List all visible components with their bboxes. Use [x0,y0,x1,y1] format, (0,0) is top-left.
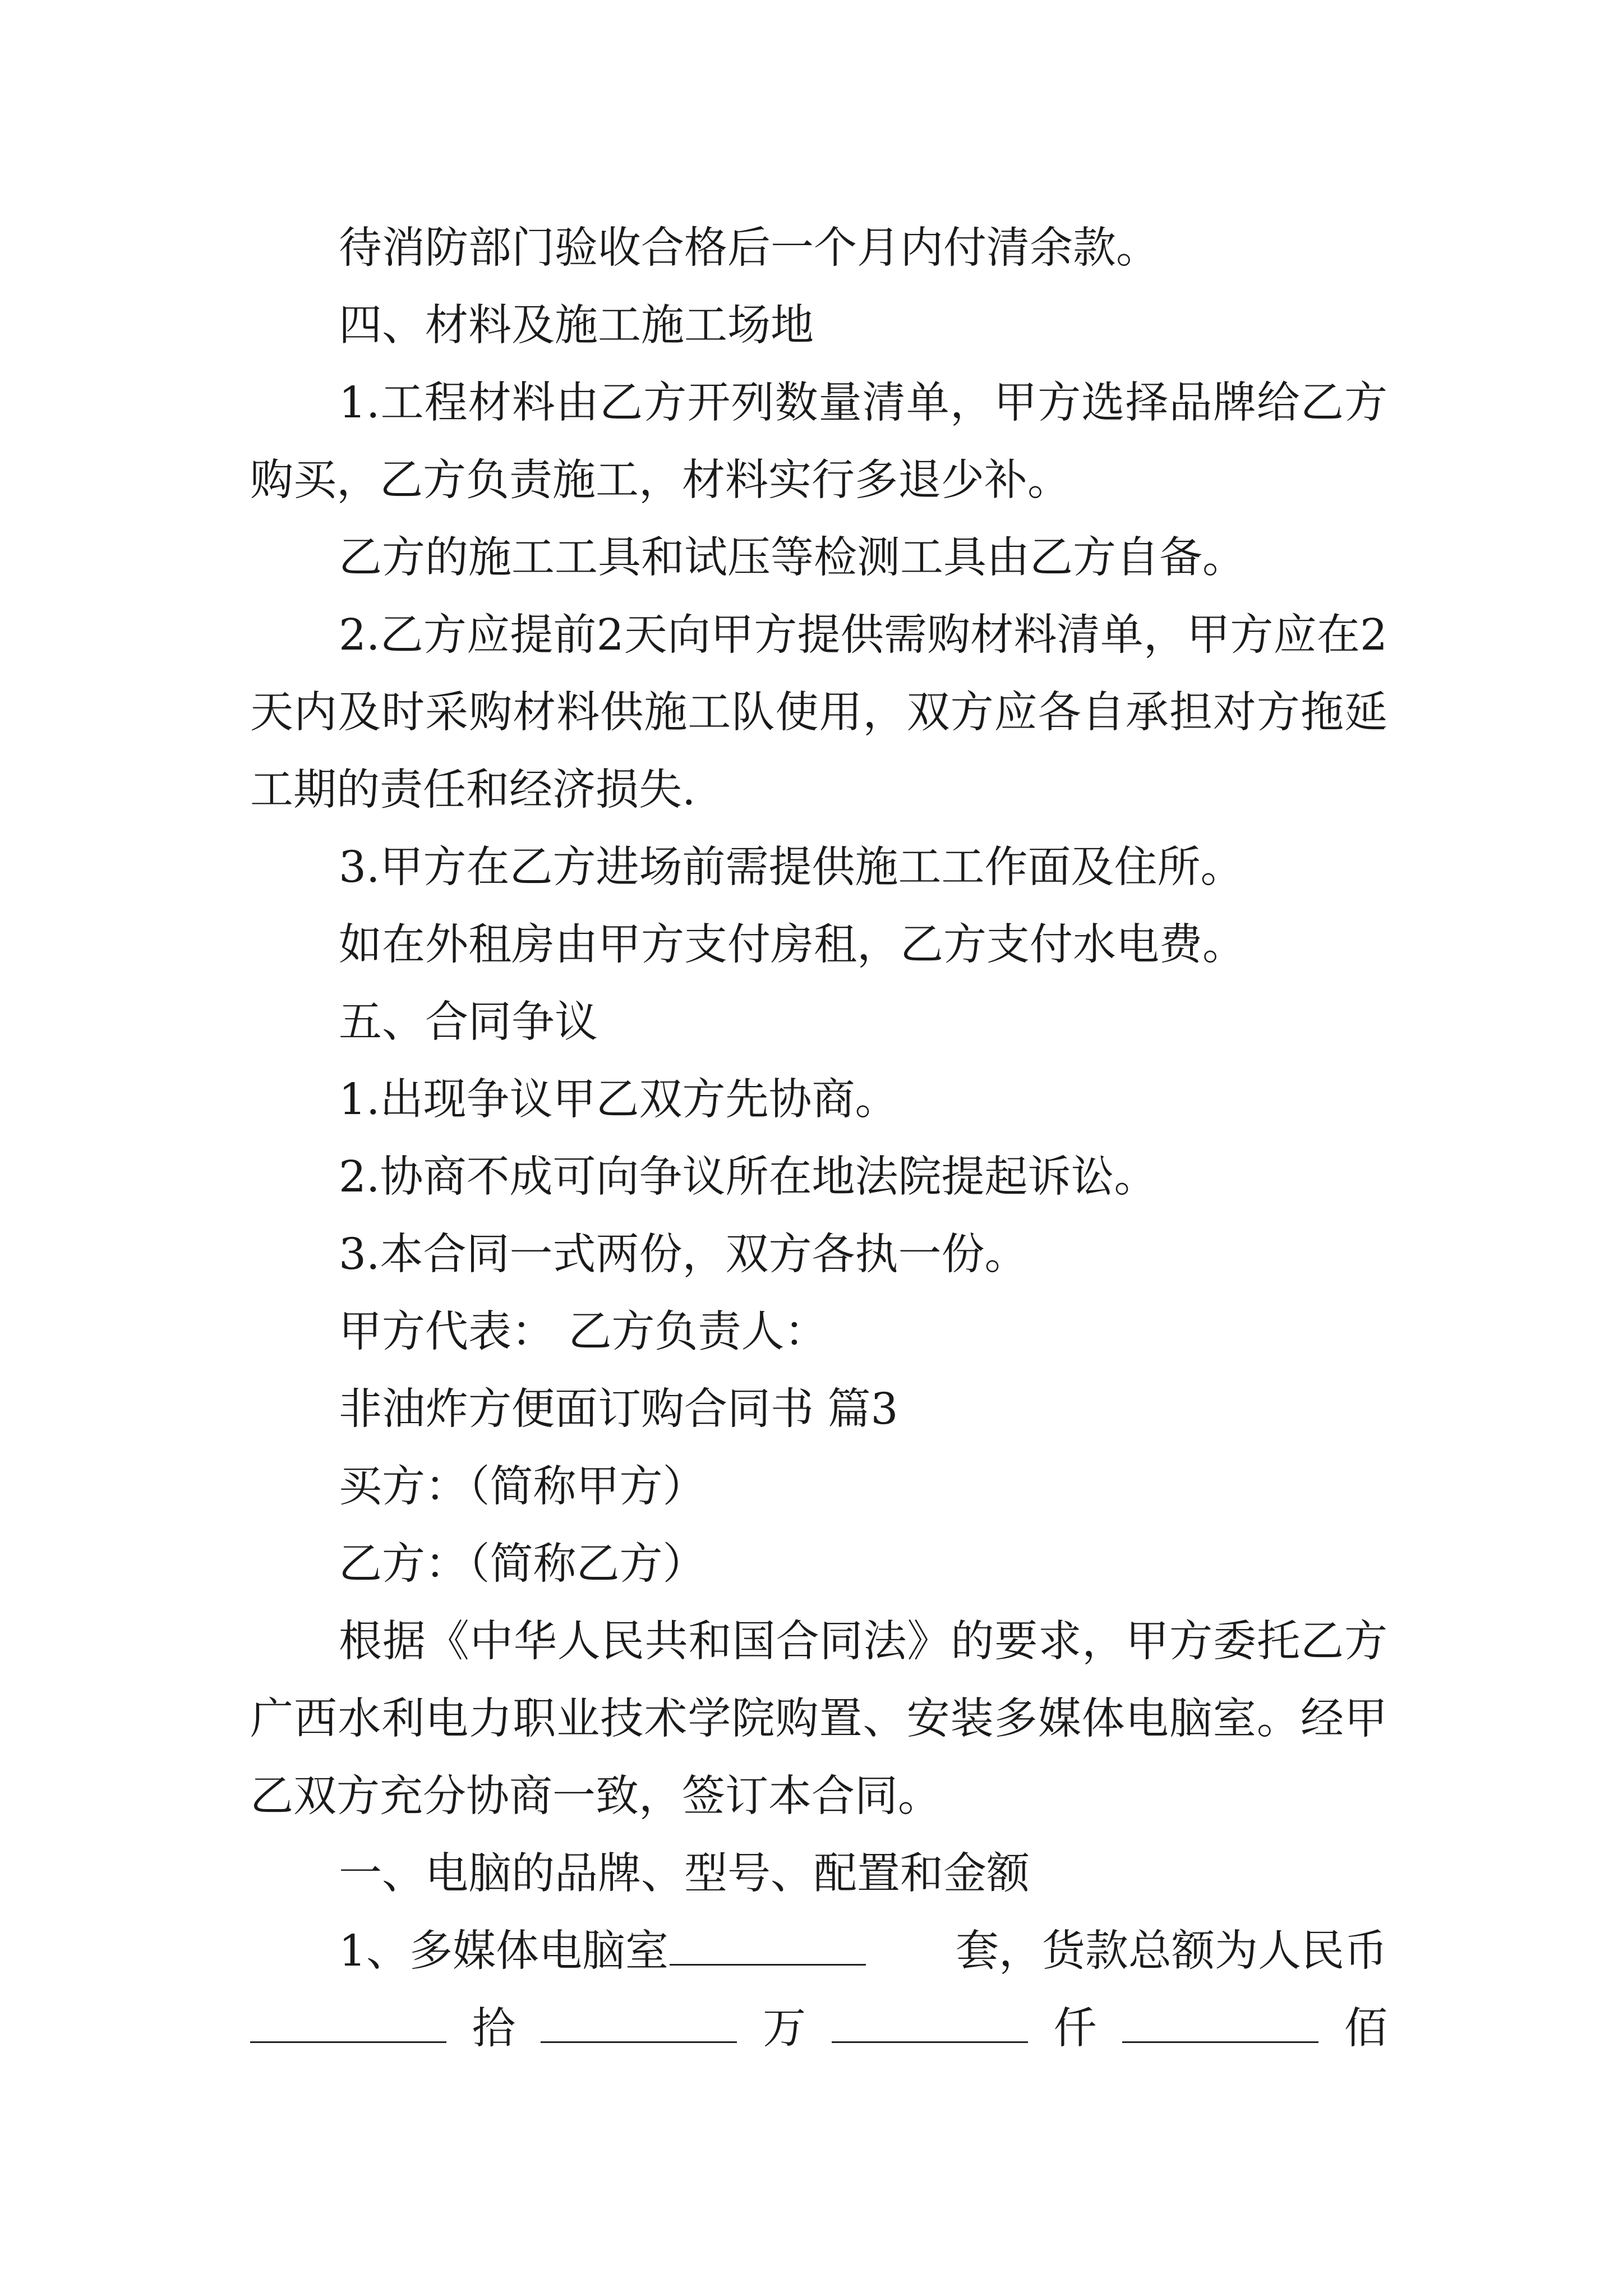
seller-line: 乙方：（简称乙方） [339,1539,706,1589]
item-1-line [250,1913,1387,1990]
item-1-suffix: 套，货款总额为人民币 [956,1926,1387,1976]
amount-blank [832,2008,1028,2043]
unit-qian: 仟 [1053,2004,1097,2054]
section-heading-dispute: 五、合同争议 [339,997,598,1047]
amount-blanks-row [250,1990,1387,2068]
unit-wan: 万 [763,2004,806,2054]
quantity-blank [670,1930,866,1966]
unit-shi: 拾 [472,2004,515,2054]
paragraph: 如在外租房由甲方支付房租，乙方支付水电费。 [339,920,1246,970]
amount-blank [250,2008,446,2043]
amount-blank [1122,2008,1318,2043]
contract-title: 非油炸方便面订购合同书 篇3 [339,1384,898,1434]
unit-bai: 佰 [1344,2004,1387,2054]
paragraph: 2.乙方应提前2天向甲方提供需购材料清单，甲方应在2天内及时采购材料供施工队使用，双方应各自承担对方拖延工期的责任和经济损失. [250,610,1387,815]
document-body [250,210,1387,2068]
paragraph: 乙方的施工工具和试压等检测工具由乙方自备。 [339,533,1246,583]
signature-line: 甲方代表： 乙方负责人： [339,1307,828,1357]
paragraph: 1.工程材料由乙方开列数量清单，甲方选择品牌给乙方购买，乙方负责施工，材料实行多退少补。 [250,378,1387,505]
section-heading-computers: 一、电脑的品牌、型号、配置和金额 [339,1849,1030,1899]
section-heading-materials: 四、材料及施工施工场地 [339,301,814,351]
paragraph: 3.甲方在乙方进场前需提供施工工作面及住所。 [339,843,1244,892]
item-1-prefix: 1、多媒体电脑室 [339,1926,668,1976]
amount-blank [541,2008,737,2043]
buyer-line: 买方：（简称甲方） [339,1462,706,1512]
paragraph: 根据《中华人民共和国合同法》的要求，甲方委托乙方广西水利电力职业技术学院购置、安装多媒体电脑室。经甲乙双方充分协商一致，签订本合同。 [250,1617,1387,1821]
paragraph: 3.本合同一式两份，双方各执一份。 [339,1230,1028,1280]
paragraph: 2.协商不成可向争议所在地法院提起诉讼。 [339,1152,1158,1202]
paragraph: 1.出现争议甲乙双方先协商。 [339,1075,898,1125]
paragraph: 待消防部门验收合格后一个月内付清余款。 [339,223,1159,273]
